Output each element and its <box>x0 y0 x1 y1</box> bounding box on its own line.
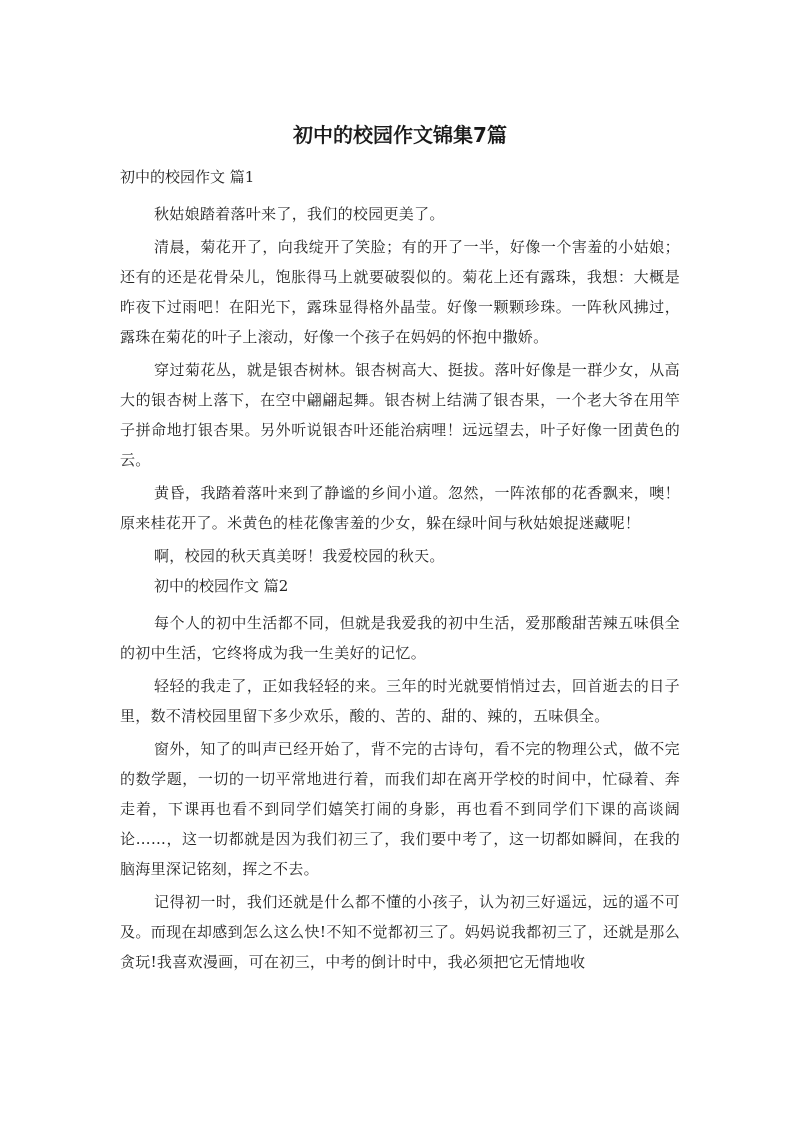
paragraph: 窗外，知了的叫声已经开始了，背不完的古诗句，看不完的物理公式，做不完的数学题，一切的一切平常地进行着，而我们却在离开学校的时间中，忙碌着、奔走着，下课再也看不到同学们嬉笑打闹的身影，再也看不到同学们下课的高谈阔论……，这一切都就是因为我们初三了，我们要中考了，这一切都如瞬间，在我的脑海里深记铭刻，挥之不去。 <box>120 740 680 878</box>
section-heading-2: 初中的校园作文 篇2 <box>154 577 289 595</box>
document-title: 初中的校园作文锦集7篇 <box>293 123 507 147</box>
paragraph: 啊，校园的秋天真美呀！我爱校园的秋天。 <box>154 547 445 565</box>
paragraph: 每个人的初中生活都不同，但就是我爱我的初中生活，爱那酸甜苦辣五味俱全的初中生活，它终将成为我一生美好的记忆。 <box>120 614 680 662</box>
section-heading-1: 初中的校园作文 篇1 <box>120 168 255 186</box>
paragraph: 穿过菊花丛，就是银杏树林。银杏树高大、挺拔。落叶好像是一群少女，从高大的银杏树上落下，在空中翩翩起舞。银杏树上结满了银杏果，一个老大爷在用竿子拼命地打银杏果。另外听说银杏叶还能治病哩！远远望去，叶子好像一团黄色的云。 <box>120 361 680 469</box>
paragraph: 黄昏，我踏着落叶来到了静谧的乡间小道。忽然，一阵浓郁的花香飘来，噢！原来桂花开了。米黄色的桂花像害羞的少女，躲在绿叶间与秋姑娘捉迷藏呢！ <box>120 484 680 532</box>
paragraph: 秋姑娘踏着落叶来了，我们的校园更美了。 <box>154 205 445 223</box>
paragraph: 轻轻的我走了，正如我轻轻的来。三年的时光就要悄悄过去，回首逝去的日子里，数不清校园里留下多少欢乐，酸的、苦的、甜的、辣的，五味俱全。 <box>120 677 680 725</box>
paragraph: 清晨，菊花开了，向我绽开了笑脸；有的开了一半，好像一个害羞的小姑娘；还有的还是花骨朵儿，饱胀得马上就要破裂似的。菊花上还有露珠，我想：大概是昨夜下过雨吧！在阳光下，露珠显得格外晶莹。好像一颗颗珍珠。一阵秋风拂过，露珠在菊花的叶子上滚动，好像一个孩子在妈妈的怀抱中撒娇。 <box>120 238 680 346</box>
paragraph: 记得初一时，我们还就是什么都不懂的小孩子，认为初三好遥远，远的遥不可及。而现在却感到怎么这么快!不知不觉都初三了。妈妈说我都初三了，还就是那么贪玩!我喜欢漫画，可在初三，中考的倒计时中，我必须把它无情地收 <box>120 893 680 971</box>
